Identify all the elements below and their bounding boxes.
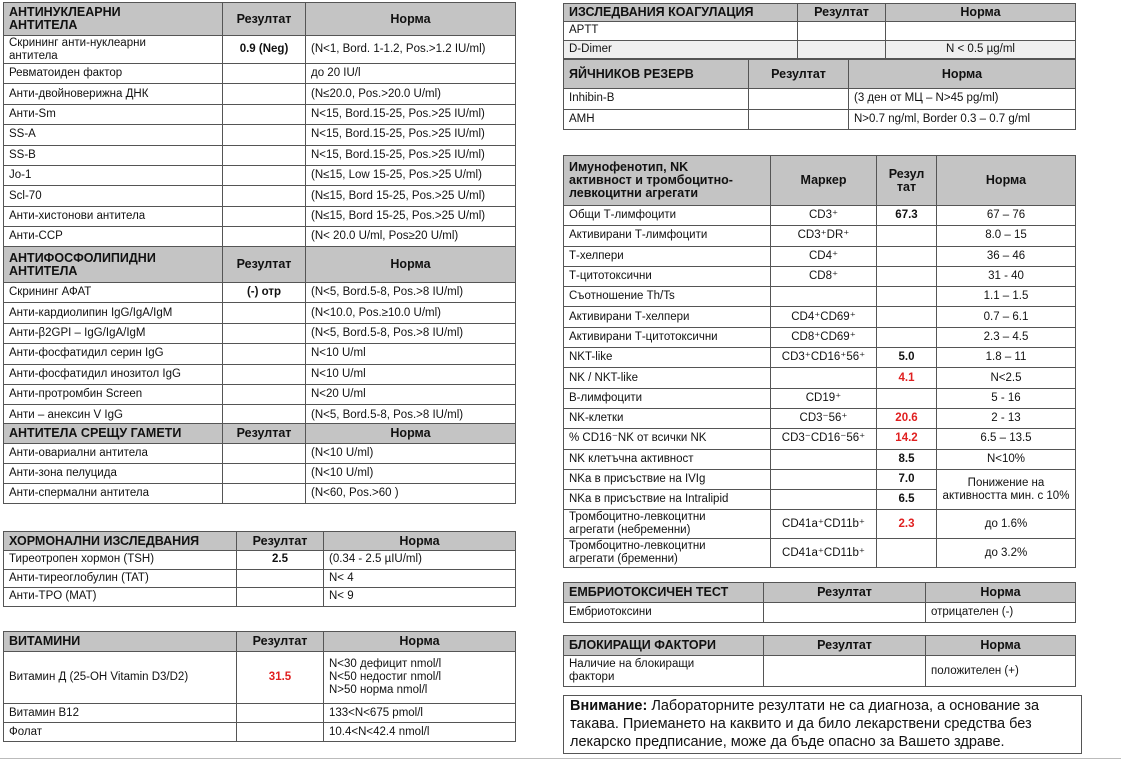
column-header: Норма [849,60,1076,89]
test-name: Наличие на блокиращи фактори [564,656,764,687]
table-row [4,484,516,504]
reference-range: (N<5, Bord.5-8, Pos.>8 IU/ml) [306,323,516,343]
result-value [223,165,306,185]
result-value: 6.5 [877,490,937,510]
page-divider [0,758,1121,759]
reference-range: 8.0 – 15 [937,226,1076,246]
table-header-row [4,3,516,36]
embryotoxic-table [563,582,1076,623]
section-title: АНТИФОСФОЛИПИДНИ АНТИТЕЛА [4,247,223,283]
notice-label: Внимание: [570,698,648,714]
test-name: % CD16⁻NK от всички NK [564,429,771,449]
column-header: Резултат [749,60,849,89]
test-name: NK клетъчна активност [564,449,771,469]
reference-range: N< 9 [324,588,516,607]
table-header-row [4,424,516,444]
column-header: Резултат [237,532,324,551]
table-row [4,206,516,226]
result-value [877,287,937,307]
result-value [223,323,306,343]
table-row [564,368,1076,388]
immunophenotype-table [563,155,1076,568]
test-name: Витамин B12 [4,704,237,723]
test-name: Scl-70 [4,186,223,206]
reference-range: (0.34 - 2.5 µIU/ml) [324,551,516,570]
test-name: NKT-like [564,348,771,368]
test-name: Анти-хистонови антитела [4,206,223,226]
result-value [749,89,849,110]
table-row [564,206,1076,226]
table-row [4,227,516,247]
antiphospholipid-table [3,246,516,426]
reference-range: 1.1 – 1.5 [937,287,1076,307]
reference-range: N<10 U/ml [306,364,516,384]
marker [771,449,877,469]
reference-range: (3 ден от МЦ – N>45 pg/ml) [849,89,1076,110]
reference-range: (N<10 U/ml) [306,444,516,464]
section-title: ЯЙЧНИКОВ РЕЗЕРВ [564,60,749,89]
section-title: АНТИТЕЛА СРЕЩУ ГАМЕТИ [4,424,223,444]
result-value [764,603,926,623]
result-value: 7.0 [877,469,937,489]
reference-range: (N<10.0, Pos.≥10.0 U/ml) [306,303,516,323]
test-name: Анти-овариални антитела [4,444,223,464]
result-value [223,384,306,404]
column-header: Резултат [798,4,886,22]
table-header-row [564,4,1076,22]
table-row [4,104,516,124]
column-header: Норма [306,3,516,36]
result-value [237,588,324,607]
reference-range: (N≤15, Bord 15-25, Pos.>25 U/ml) [306,206,516,226]
result-value: 5.0 [877,348,937,368]
result-value [237,704,324,723]
table-header-row [4,632,516,652]
test-name: Анти-TPO (MAT) [4,588,237,607]
result-value [223,344,306,364]
marker: CD8⁺ [771,266,877,286]
reference-range: 133<N<675 pmol/l [324,704,516,723]
column-header: Резултат [223,3,306,36]
test-name: NKa в присъствие на Intralipid [564,490,771,510]
table-row [564,348,1076,368]
reference-range: 31 - 40 [937,266,1076,286]
test-name: Анти-спермални антитела [4,484,223,504]
reference-range: N>0.7 ng/ml, Border 0.3 – 0.7 g/ml [849,109,1076,130]
table-header-row [564,156,1076,206]
reference-range: (N<5, Bord.5-8, Pos.>8 IU/ml) [306,405,516,425]
test-name: Скрининг АФАТ [4,283,223,303]
result-value: 14.2 [877,429,937,449]
test-name: Т-хелпери [564,246,771,266]
table-row [4,303,516,323]
test-name: NK / NKT-like [564,368,771,388]
result-value [223,444,306,464]
test-name: AMH [564,109,749,130]
column-header: Норма [886,4,1076,22]
test-name: Активирани Т-цитотоксични [564,327,771,347]
blocking-table [563,635,1076,687]
reference-range: 2 - 13 [937,408,1076,428]
result-value [223,125,306,145]
table-row [4,464,516,484]
result-value [764,656,926,687]
marker: CD4⁺ [771,246,877,266]
table-row [4,551,516,570]
reference-range: отрицателен (-) [926,603,1076,623]
table-row [4,125,516,145]
test-name: Тиреотропен хормон (TSH) [4,551,237,570]
column-header: Резултат [764,636,926,656]
test-name: Анти – анексин V IgG [4,405,223,425]
result-value [223,227,306,247]
result-value [877,226,937,246]
result-value: 4.1 [877,368,937,388]
result-value [877,266,937,286]
marker: CD3⁺CD16⁺56⁺ [771,348,877,368]
test-name: Анти-кардиолипин IgG/IgA/IgM [4,303,223,323]
result-value [223,206,306,226]
section-title: ВИТАМИНИ [4,632,237,652]
test-name: Тромбоцитно-левкоцитни агрегати (небременни) [564,510,771,539]
reference-range: до 1.6% [937,510,1076,539]
test-name: D-Dimer [564,40,798,59]
result-value [237,569,324,588]
reference-range: (N<1, Bord. 1-1.2, Pos.>1.2 IU/ml) [306,36,516,64]
hormones-table [3,531,516,607]
table-row [564,266,1076,286]
table-row [564,109,1076,130]
table-row [564,22,1076,41]
reference-range [886,22,1076,41]
result-value [798,40,886,59]
result-value [223,186,306,206]
table-row [4,283,516,303]
marker [771,287,877,307]
reference-range: 36 – 46 [937,246,1076,266]
test-name: Inhibin-B [564,89,749,110]
reference-range: N < 0.5 µg/ml [886,40,1076,59]
test-name: Jo-1 [4,165,223,185]
test-name: Анти-двойноверижна ДНК [4,84,223,104]
test-name: SS-B [4,145,223,165]
section-title: БЛОКИРАЩИ ФАКТОРИ [564,636,764,656]
table-row [4,364,516,384]
vitamins-table [3,631,516,742]
table-row [564,408,1076,428]
column-header: Норма [937,156,1076,206]
reference-range: N<10 U/ml [306,344,516,364]
table-row [564,40,1076,59]
table-header-row [4,247,516,283]
column-header: Норма [926,636,1076,656]
reference-range: 10.4<N<42.4 nmol/l [324,723,516,742]
table-row [4,344,516,364]
table-row [564,307,1076,327]
table-row [4,704,516,723]
column-header: Норма [324,532,516,551]
section-title: ИЗСЛЕДВАНИЯ КОАГУЛАЦИЯ [564,4,798,22]
section-title: ЕМБРИОТОКСИЧЕН ТЕСТ [564,583,764,603]
test-name: Общи Т-лимфоцити [564,206,771,226]
reference-range: 1.8 – 11 [937,348,1076,368]
section-title: Имунофенотип, NK активност и тромбоцитно- левкоцитни агрегати [564,156,771,206]
result-value [877,246,937,266]
result-value [749,109,849,130]
reference-range: (N≤20.0, Pos.>20.0 U/ml) [306,84,516,104]
table-row [4,444,516,464]
column-header: Норма [324,632,516,652]
result-value [237,723,324,742]
result-value [877,307,937,327]
table-row [564,539,1076,568]
table-row [564,226,1076,246]
table-row [564,246,1076,266]
table-row [4,165,516,185]
test-name: B-лимфоцити [564,388,771,408]
column-header: Норма [306,247,516,283]
result-value [223,303,306,323]
result-value: 2.5 [237,551,324,570]
table-header-row [564,60,1076,89]
result-value [223,84,306,104]
reference-range: (N<5, Bord.5-8, Pos.>8 IU/ml) [306,283,516,303]
test-name: NKa в присъствие на IVIg [564,469,771,489]
table-row [564,469,1076,489]
marker: CD41a⁺CD11b⁺ [771,539,877,568]
table-header-row [4,532,516,551]
reference-range: (N< 20.0 U/ml, Pos≥20 U/ml) [306,227,516,247]
table-row [564,388,1076,408]
result-value [798,22,886,41]
reference-range: (N<10 U/ml) [306,464,516,484]
result-value: 8.5 [877,449,937,469]
reference-range: N<15, Bord.15-25, Pos.>25 IU/ml) [306,145,516,165]
result-value: 31.5 [237,652,324,704]
table-row [4,84,516,104]
reference-range: положителен (+) [926,656,1076,687]
section-title: АНТИНУКЛЕАРНИ АНТИТЕЛА [4,3,223,36]
reference-range: Понижение на активността мин. с 10% [937,469,1076,510]
ovarian-table [563,59,1076,130]
coagulation-table [563,3,1076,59]
table-row [564,603,1076,623]
table-row [4,64,516,84]
test-name: APTT [564,22,798,41]
reference-range: N<15, Bord.15-25, Pos.>25 IU/ml) [306,125,516,145]
reference-range: (N<60, Pos.>60 ) [306,484,516,504]
marker: CD3⁺DR⁺ [771,226,877,246]
table-header-row [564,583,1076,603]
test-name: Анти-Sm [4,104,223,124]
table-row [4,588,516,607]
column-header: Резултат [237,632,324,652]
result-value [223,484,306,504]
table-row [4,723,516,742]
reference-range: (N≤15, Bord 15-25, Pos.>25 U/ml) [306,186,516,206]
result-value [223,364,306,384]
marker: CD3⁻CD16⁻56⁺ [771,429,877,449]
reference-range: до 3.2% [937,539,1076,568]
reference-range: (N≤15, Low 15-25, Pos.>25 U/ml) [306,165,516,185]
result-value: 67.3 [877,206,937,226]
column-header: Норма [926,583,1076,603]
result-value: 0.9 (Neg) [223,36,306,64]
column-header: Резул тат [877,156,937,206]
result-value: (-) отр [223,283,306,303]
marker [771,368,877,388]
reference-range: N<30 дефицит nmol/l N<50 недостиг nmol/l N>50 норма nmol/l [324,652,516,704]
result-value [223,464,306,484]
test-name: Анти-CCP [4,227,223,247]
table-row [564,429,1076,449]
column-header: Резултат [223,424,306,444]
reference-range: 0.7 – 6.1 [937,307,1076,327]
table-row [564,449,1076,469]
column-header: Резултат [223,247,306,283]
test-name: Активирани Т-хелпери [564,307,771,327]
test-name: Активирани Т-лимфоцити [564,226,771,246]
reference-range: до 20 IU/l [306,64,516,84]
test-name: SS-A [4,125,223,145]
marker: CD8⁺CD69⁺ [771,327,877,347]
test-name: Анти-зона пелуцида [4,464,223,484]
marker: CD4⁺CD69⁺ [771,307,877,327]
result-value: 20.6 [877,408,937,428]
reference-range: N< 4 [324,569,516,588]
marker: CD3⁺ [771,206,877,226]
reference-range: N<20 U/ml [306,384,516,404]
section-title: ХОРМОНАЛНИ ИЗСЛЕДВАНИЯ [4,532,237,551]
table-row [4,569,516,588]
reference-range: 67 – 76 [937,206,1076,226]
test-name: Анти-фосфатидил серин IgG [4,344,223,364]
test-name: Съотношение Th/Ts [564,287,771,307]
test-name: Анти-β2GPI – IgG/IgA/IgM [4,323,223,343]
reference-range: 6.5 – 13.5 [937,429,1076,449]
test-name: Витамин Д (25-OH Vitamin D3/D2) [4,652,237,704]
table-row [4,145,516,165]
test-name: Анти-протромбин Screen [4,384,223,404]
column-header: Маркер [771,156,877,206]
result-value [877,388,937,408]
test-name: Т-цитотоксични [564,266,771,286]
table-row [564,89,1076,110]
result-value [223,145,306,165]
result-value: 2.3 [877,510,937,539]
marker: CD19⁺ [771,388,877,408]
marker [771,490,877,510]
column-header: Норма [306,424,516,444]
test-name: Скрининг анти-нуклеарни антитела [4,36,223,64]
marker: CD3⁻56⁺ [771,408,877,428]
test-name: Фолат [4,723,237,742]
table-row [4,323,516,343]
table-header-row [564,636,1076,656]
reference-range: 2.3 – 4.5 [937,327,1076,347]
result-value [223,64,306,84]
result-value [877,327,937,347]
test-name: Ревматоиден фактор [4,64,223,84]
table-row [564,510,1076,539]
marker [771,469,877,489]
reference-range: 5 - 16 [937,388,1076,408]
table-row [4,652,516,704]
table-row [4,186,516,206]
test-name: Тромбоцитно-левкоцитни агрегати (бременни) [564,539,771,568]
reference-range: N<2.5 [937,368,1076,388]
table-row [564,287,1076,307]
result-value [877,539,937,568]
test-name: Анти-тиреоглобулин (TAT) [4,569,237,588]
result-value [223,104,306,124]
table-row [4,36,516,64]
table-row [4,384,516,404]
notice-text: Лабораторните резултати не са диагноза, а основание за такава. Приемането на каквито и да било лекарствени средства без лекарско предписание, може да бъде опасно за Вашето здраве. [570,698,1040,750]
column-header: Резултат [764,583,926,603]
reference-range: N<10% [937,449,1076,469]
test-name: NK-клетки [564,408,771,428]
table-row [564,327,1076,347]
disclaimer-notice [563,695,1082,754]
test-name: Ембриотоксини [564,603,764,623]
marker: CD41a⁺CD11b⁺ [771,510,877,539]
test-name: Анти-фосфатидил инозитол IgG [4,364,223,384]
gametes-table [3,423,516,504]
table-row [564,656,1076,687]
antinuclear-table [3,2,516,248]
reference-range: N<15, Bord.15-25, Pos.>25 IU/ml) [306,104,516,124]
